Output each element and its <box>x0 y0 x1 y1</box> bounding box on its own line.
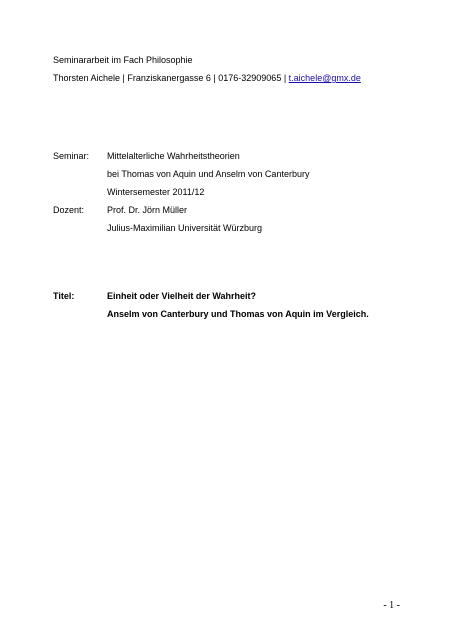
page-number: - 1 - <box>383 600 400 611</box>
seminar-semester: Wintersemester 2011/12 <box>107 187 205 197</box>
email-link[interactable]: t.aichele@gmx.de <box>288 73 361 83</box>
course-line: Seminararbeit im Fach Philosophie <box>53 55 193 65</box>
title-line1: Einheit oder Vielheit der Wahrheit? <box>107 291 257 301</box>
title-label: Titel: <box>53 291 75 301</box>
lecturer-university: Julius-Maximilian Universität Würzburg <box>107 223 263 233</box>
lecturer-name: Prof. Dr. Jörn Müller <box>107 205 188 215</box>
author-address: Thorsten Aichele | Franziskanergasse 6 | 0176-32909065 | <box>53 73 289 83</box>
author-contact-line <box>53 72 361 84</box>
lecturer-label: Dozent: <box>53 205 85 215</box>
title-line2: Anselm von Canterbury und Thomas von Aquin im Vergleich. <box>107 309 369 319</box>
seminar-label: Seminar: <box>53 151 90 161</box>
seminar-title-line1: Mittelalterliche Wahrheitstheorien <box>107 151 240 161</box>
seminar-title-line2: bei Thomas von Aquin und Anselm von Canterbury <box>107 169 310 179</box>
